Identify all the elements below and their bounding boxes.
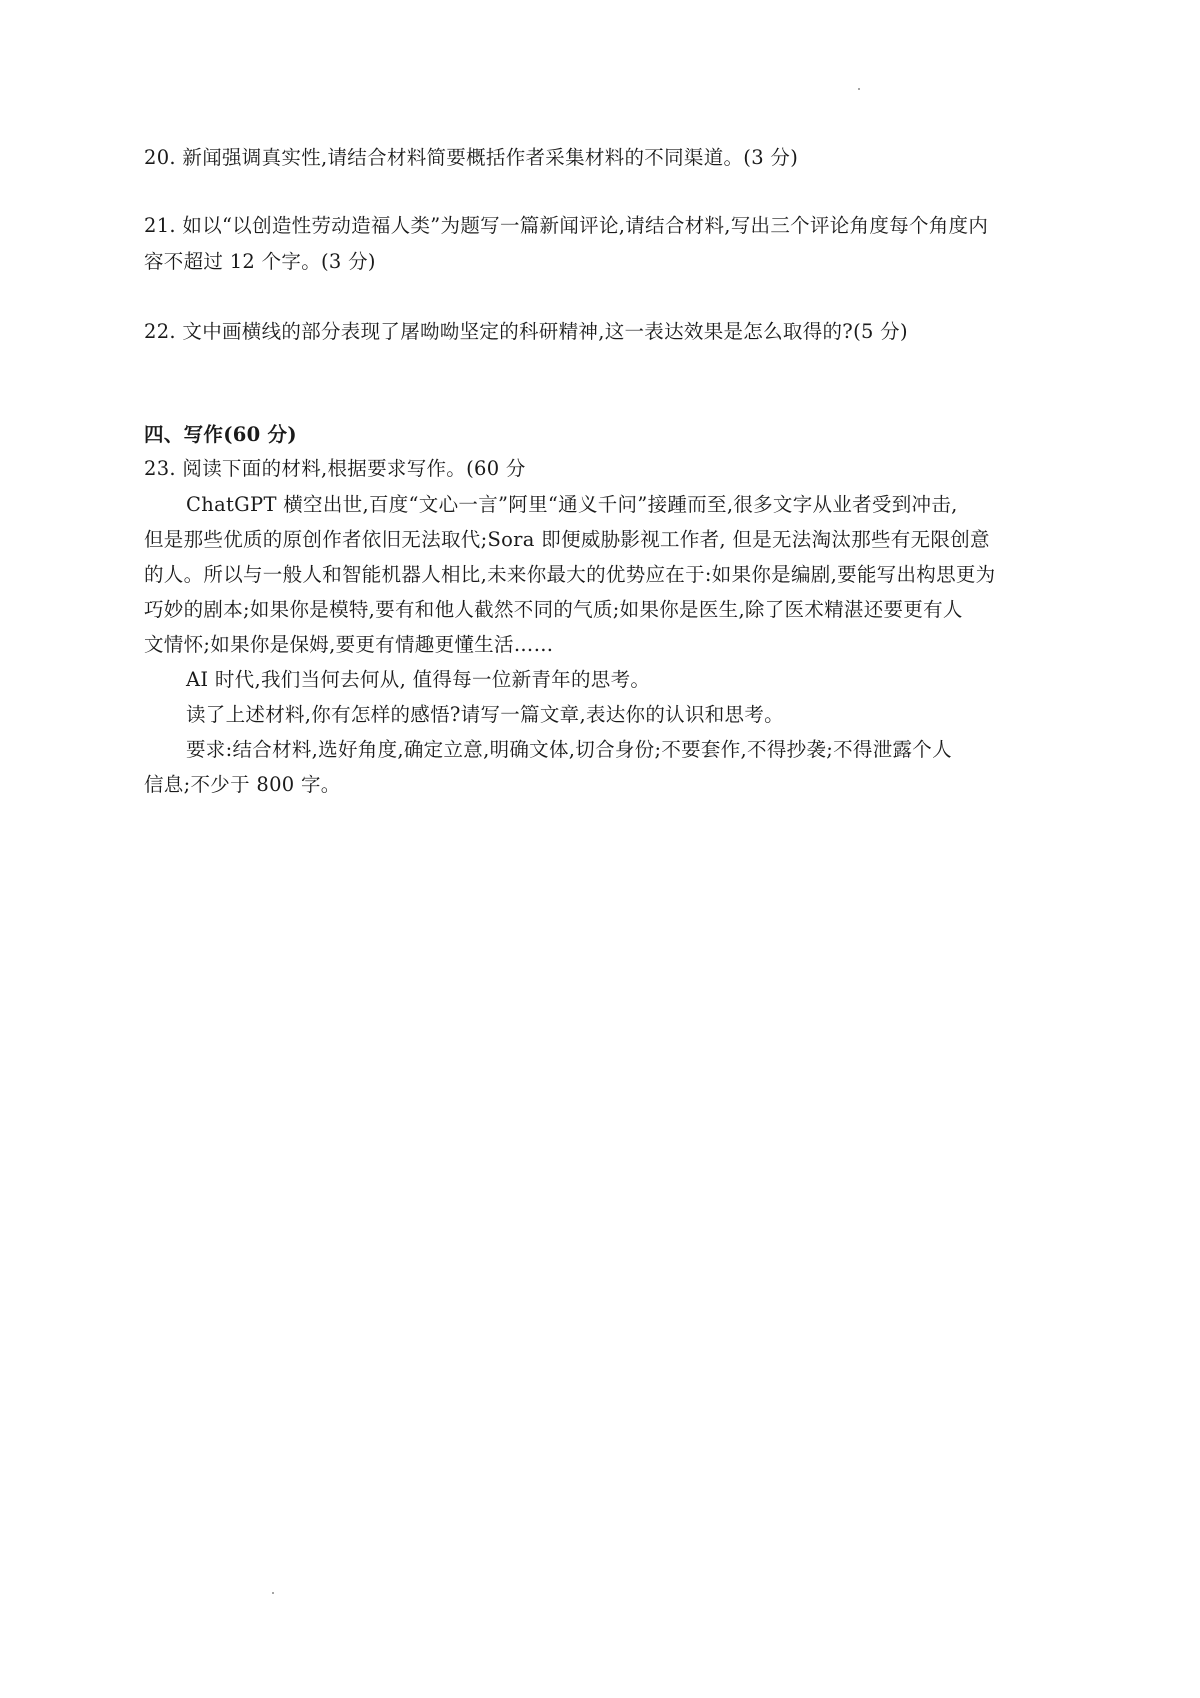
section-heading-writing: 四、写作(60 分) [144,423,297,446]
writing-prompt-line: 读了上述材料,你有怎样的感悟?请写一篇文章,表达你的认识和思考。 [186,703,784,726]
question-20: 20. 新闻强调真实性,请结合材料简要概括作者采集材料的不同渠道。(3 分) [144,146,799,169]
material-line-5: 文情怀;如果你是保姆,要更有情趣更懂生活…… [144,633,554,656]
scan-speck [272,1592,274,1594]
requirements-line-1: 要求:结合材料,选好角度,确定立意,明确文体,切合身份;不要套作,不得抄袭;不得泄露个人 [186,738,952,761]
question-23: 23. 阅读下面的材料,根据要求写作。(60 分 [144,457,526,480]
question-22: 22. 文中画横线的部分表现了屠呦呦坚定的科研精神,这一表达效果是怎么取得的?(5 分) [144,320,908,343]
material-line-2: 但是那些优质的原创作者依旧无法取代;Sora 即便威胁影视工作者, 但是无法淘汰那些有无限创意 [144,528,990,551]
requirements-line-2: 信息;不少于 800 字。 [144,773,341,796]
material-line-4: 巧妙的剧本;如果你是模特,要有和他人截然不同的气质;如果你是医生,除了医术精湛还要更有人 [144,598,963,621]
ai-era-line: AI 时代,我们当何去何从, 值得每一位新青年的思考。 [186,668,651,691]
question-21-line-2: 容不超过 12 个字。(3 分) [144,250,376,273]
question-21-line-1: 21. 如以“以创造性劳动造福人类”为题写一篇新闻评论,请结合材料,写出三个评论角度每个角度内 [144,214,989,237]
material-line-3: 的人。所以与一般人和智能机器人相比,未来你最大的优势应在于:如果你是编剧,要能写出构思更为 [144,563,996,586]
scan-speck [858,88,860,90]
material-line-1: ChatGPT 横空出世,百度“文心一言”阿里“通义千问”接踵而至,很多文字从业者受到冲击, [186,493,958,516]
